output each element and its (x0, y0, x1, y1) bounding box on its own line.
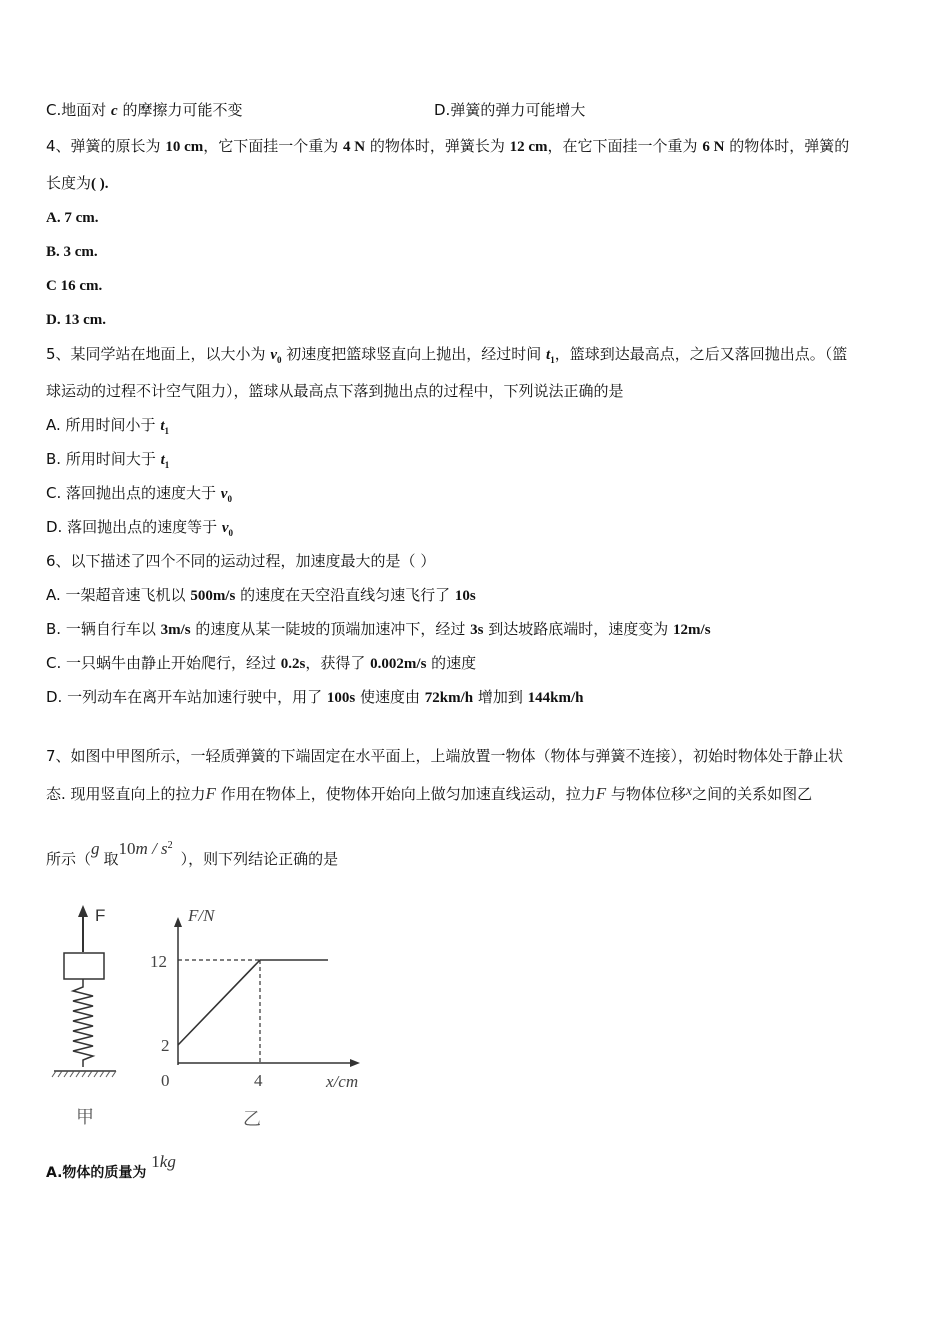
ground-hatch (52, 1071, 116, 1077)
q5-option-d: D. 落回抛出点的速度等于 $v_0$ (46, 518, 234, 538)
q6-option-c: C. 一只蜗牛由静止开始爬行，经过 0.2s，获得了 0.002m/s 的速度 (46, 654, 477, 672)
q6-stem: 6、以下描述了四个不同的运动过程，加速度最大的是（ ） (46, 552, 436, 570)
y-tick-2: 2 (161, 1036, 170, 1055)
q5-option-b: B. 所用时间大于 $t_1$ (46, 450, 170, 470)
spring (73, 979, 93, 1067)
q4-option-c: C 16 cm. (46, 278, 103, 294)
q4-stem: 4、弹簧的原长为 10 cm，它下面挂一个重为 4 N 的物体时，弹簧长为 12 cm，在它下面挂一个重为 6 N 的物体时，弹簧的 (46, 137, 850, 155)
x-tick-4: 4 (254, 1071, 263, 1090)
q5-option-c: C. 落回抛出点的速度大于 $v_0$ (46, 484, 232, 504)
force-line-series (178, 960, 328, 1045)
q7-option-a: A.物体的质量为 1kg (46, 1152, 176, 1181)
block (64, 953, 104, 979)
q7-stem-line3: 所示（g取$10m / s^2$），则下列结论正确的是 (46, 839, 339, 868)
spring-diagram (52, 905, 116, 1128)
q7-stem: 7、如图中甲图所示，一轻质弹簧的下端固定在水平面上，上端放置一物体（物体与弹簧不连接），初始时物体处于静止状 (46, 747, 844, 765)
x-axis-arrow (350, 1059, 360, 1067)
q6-option-b: B. 一辆自行车以 3m/s 的速度从某一陡坡的顶端加速冲下，经过 3s 到达坡路底端时，速度变为 12m/s (46, 620, 711, 638)
y-axis-label: F/N (188, 906, 215, 925)
force-arrow-head (78, 905, 88, 917)
q5-stem: 5、某同学站在地面上，以大小为 $v_0$ 初速度把篮球竖直向上抛出，经过时间 $t_1$，篮球到达最高点，之后又落回抛出点。（篮 (46, 345, 848, 365)
x-tick-0: 0 (161, 1071, 170, 1090)
q4-option-b: B. 3 cm. (46, 244, 98, 260)
force-displacement-graph (150, 906, 360, 1130)
q6-option-d: D. 一列动车在离开车站加速行驶中，用了 100s 使速度由 72km/h 增加到 144km/h (46, 688, 584, 706)
x-axis-label: x/cm (326, 1072, 359, 1091)
q4-stem-line2: 长度为( ). (46, 174, 109, 192)
right-caption: 乙 (243, 1109, 261, 1130)
q7-figure (40, 895, 390, 1140)
q4-option-a: A. 7 cm. (46, 210, 99, 226)
q6-option-a: A. 一架超音速飞机以 500m/s 的速度在天空沿直线匀速飞行了 10s (46, 586, 476, 604)
q5-stem-line2: 球运动的过程不计空气阻力），篮球从最高点下落到抛出点的过程中，下列说法正确的是 (46, 382, 624, 400)
q5-option-a: A. 所用时间小于 $t_1$ (46, 416, 169, 436)
q7-stem-line2: 态. 现用竖直向上的拉力F 作用在物体上，使物体开始向上做匀加速直线运动，拉力F 与物体位移x之间的关系如图乙 (46, 784, 813, 803)
q3-option-d: D.弹簧的弹力可能增大 (434, 101, 586, 119)
q7-figure-svg (40, 895, 390, 1140)
q4-option-d: D. 13 cm. (46, 312, 106, 328)
y-axis-arrow (174, 917, 182, 927)
q3-option-c: C.地面对 c 的摩擦力可能不变 (46, 101, 243, 119)
force-label: F (95, 906, 106, 925)
left-caption: 甲 (76, 1107, 94, 1128)
y-tick-12: 12 (150, 952, 167, 971)
